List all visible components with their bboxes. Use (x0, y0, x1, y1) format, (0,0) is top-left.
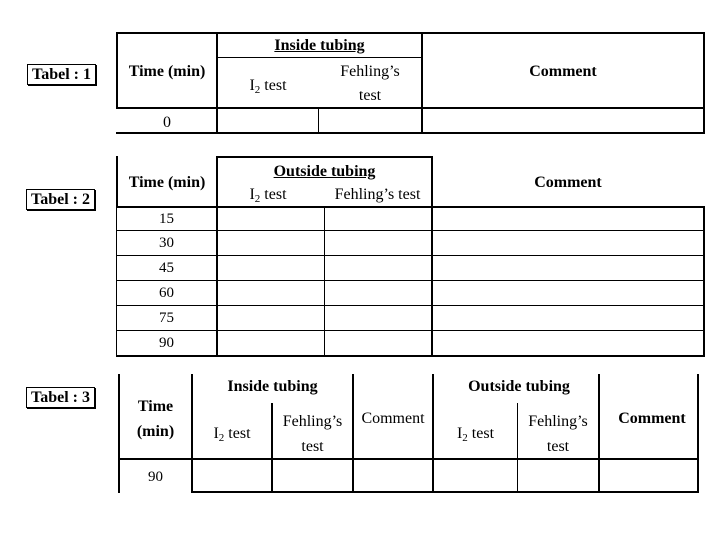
table-1-label: Tabel : 1 (27, 64, 96, 85)
table-2-border (116, 280, 705, 281)
table-1-border (116, 32, 705, 34)
table-1-border (703, 32, 705, 134)
table-2-border (116, 330, 705, 331)
table-3-time-header: Time (min) (136, 398, 175, 440)
table-3-border (118, 458, 699, 460)
table-3-label: Tabel : 3 (26, 387, 95, 408)
table-1-comment-header: Comment (529, 63, 597, 80)
table-2-row-time: 60 (159, 285, 174, 301)
table-3-outside-fehling-header: Fehling’s test (528, 413, 588, 455)
table-2-border (116, 255, 705, 256)
table-3-border (192, 491, 699, 493)
table-1-i2-header: $I_2$ test (249, 77, 287, 96)
table-1-row-time: 0 (163, 114, 171, 131)
table-3-outside-comment-header: Comment (618, 410, 686, 427)
table-3-outside-i2-header: $I_2$ test (456, 425, 495, 444)
table-2-row-time: 75 (159, 310, 174, 326)
table-3-inside-fehling-header: Fehling’s test (282, 413, 343, 455)
table-1-time-header: Time (min) (128, 63, 206, 80)
table-2-row-time: 90 (159, 335, 174, 351)
table-3-row-time: 90 (148, 469, 163, 485)
table-2-comment-header: Comment (534, 174, 602, 191)
table-2-border (116, 355, 705, 357)
table-1-border (116, 107, 705, 109)
table-2-label: Tabel : 2 (26, 189, 95, 210)
table-2-fehling-header: Fehling’s test (334, 186, 421, 203)
table-2-time-header: Time (min) (128, 174, 206, 191)
table-3-outside-header: Outside tubing (468, 378, 570, 395)
table-2-border (218, 156, 432, 158)
table-2-i2-header: $I_2$ test (249, 186, 287, 205)
table-2-border (116, 305, 705, 306)
table-2-border (703, 206, 705, 357)
table-3-inside-i2-header: $I_2$ test (213, 425, 251, 444)
table-3-inside-comment-header: Comment (361, 410, 425, 427)
table-2-row-time: 45 (159, 260, 174, 276)
table-1-border (318, 107, 319, 134)
table-2-row-time: 15 (159, 211, 174, 227)
table-2-group-header: Outside tubing (273, 163, 376, 180)
table-1-group-header: Inside tubing (274, 37, 365, 54)
table-3-border (697, 374, 699, 493)
table-1-border (218, 57, 422, 58)
table-2-row-time: 30 (159, 235, 174, 251)
table-3-border (352, 374, 354, 493)
table-2-border (116, 206, 705, 208)
table-3-inside-header: Inside tubing (227, 378, 318, 395)
table-1-fehling-header: Fehling’s test (340, 63, 400, 104)
table-1-border (421, 32, 423, 134)
table-2-border (324, 206, 325, 357)
table-2-border (116, 230, 705, 231)
